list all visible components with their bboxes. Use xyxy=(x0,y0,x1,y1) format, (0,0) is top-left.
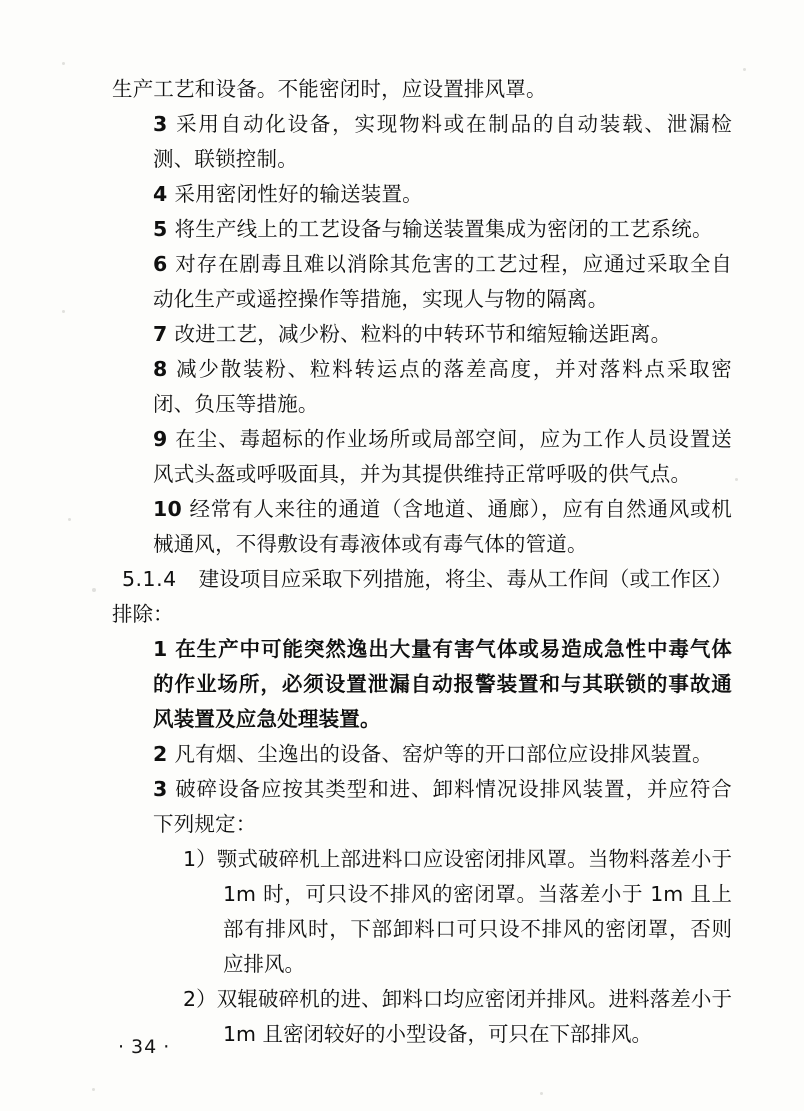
scan-speck xyxy=(62,62,65,65)
list-item-text: 减少散装粉、粒料转运点的落差高度，并对落料点采取密闭、负压等措施。 xyxy=(153,357,732,416)
list-item-text: 凡有烟、尘逸出的设备、窑炉等的开口部位应设排风装置。 xyxy=(174,742,713,766)
footer-dot-left: · xyxy=(118,1036,126,1058)
list-item xyxy=(112,352,732,422)
sub-list-item-number: 1） xyxy=(183,847,217,871)
list-item-text: 经常有人来往的通道（含地道、通廊），应有自然通风或机械通风，不得敷设有毒液体或有毒气体的管道。 xyxy=(153,497,732,556)
scan-speck xyxy=(540,1092,543,1095)
page-body xyxy=(112,72,732,1052)
sub-list-item-text: 颚式破碎机上部进料口应设密闭排风罩。当物料落差小于 1m 时，可只设不排风的密闭罩。当落差小于 1m 且上部有排风时，下部卸料口可只设不排风的密闭罩，否则应排风。 xyxy=(216,847,733,976)
footer-dot-right: · xyxy=(163,1036,171,1058)
list-item-text: 破碎设备应按其类型和进、卸料情况设排风装置，并应符合下列规定： xyxy=(153,777,732,836)
scan-speck xyxy=(62,310,65,313)
list-item xyxy=(112,247,732,317)
list-item-number: 5 xyxy=(153,217,168,241)
list-item-text: 改进工艺，减少粉、粒料的中转环节和缩短输送距离。 xyxy=(174,322,672,346)
list-item-number: 4 xyxy=(153,182,168,206)
list-item-text: 对存在剧毒且难以消除其危害的工艺过程，应通过采取全自动化生产或遥控操作等措施，实现人与物的隔离。 xyxy=(153,252,732,311)
list-item-text: 采用自动化设备，实现物料或在制品的自动装载、泄漏检测、联锁控制。 xyxy=(153,112,732,171)
page-footer xyxy=(112,1036,732,1058)
list-item xyxy=(112,772,732,842)
list-item-text: 采用密闭性好的输送装置。 xyxy=(174,182,423,206)
list-item-number: 10 xyxy=(153,497,182,521)
paragraph-continuation: 生产工艺和设备。不能密闭时，应设置排风罩。 xyxy=(112,77,547,101)
scan-speck xyxy=(735,478,738,481)
clause-number xyxy=(112,567,122,591)
list-item-number: 3 xyxy=(153,777,168,801)
list-item xyxy=(112,177,732,212)
list-item xyxy=(112,492,732,562)
list-item-number: 7 xyxy=(153,322,168,346)
scan-speck xyxy=(92,588,96,592)
list-item-number: 1 xyxy=(153,637,168,661)
clause-paragraph xyxy=(112,562,732,632)
list-item xyxy=(112,632,732,737)
list-item-number: 2 xyxy=(153,742,168,766)
list-item xyxy=(112,737,732,772)
list-item-number: 9 xyxy=(153,427,168,451)
sub-list-item-text: 双辊破碎机的进、卸料口均应密闭并排风。进料落差小于 1m 且密闭较好的小型设备，可只在下部排风。 xyxy=(216,987,733,1046)
list-item-text: 在尘、毒超标的作业场所或局部空间，应为工作人员设置送风式头盔或呼吸面具，并为其提供维持正常呼吸的供气点。 xyxy=(153,427,732,486)
clause-number: 5.1.4 xyxy=(122,567,177,591)
list-item-number: 3 xyxy=(153,112,168,136)
list-item xyxy=(112,317,732,352)
sub-list-item xyxy=(153,842,732,982)
scan-speck xyxy=(68,518,71,521)
list-item xyxy=(112,107,732,177)
scan-speck xyxy=(743,68,746,71)
list-item xyxy=(112,212,732,247)
scan-speck xyxy=(92,1088,95,1091)
list-item-number: 8 xyxy=(153,357,168,381)
list-item-text: 将生产线上的工艺设备与输送装置集成为密闭的工艺系统。 xyxy=(174,217,713,241)
list-item-number: 6 xyxy=(153,252,168,276)
list-item xyxy=(112,422,732,492)
list-item-text: 在生产中可能突然逸出大量有害气体或易造成急性中毒气体的作业场所，必须设置泄漏自动报警装置和与其联锁的事故通风装置及应急处理装置。 xyxy=(153,637,732,731)
page-number: 34 xyxy=(131,1036,158,1058)
sub-list-item-number: 2） xyxy=(183,987,217,1011)
clause-text: 建设项目应采取下列措施，将尘、毒从工作间（或工作区）排除： xyxy=(112,567,732,626)
